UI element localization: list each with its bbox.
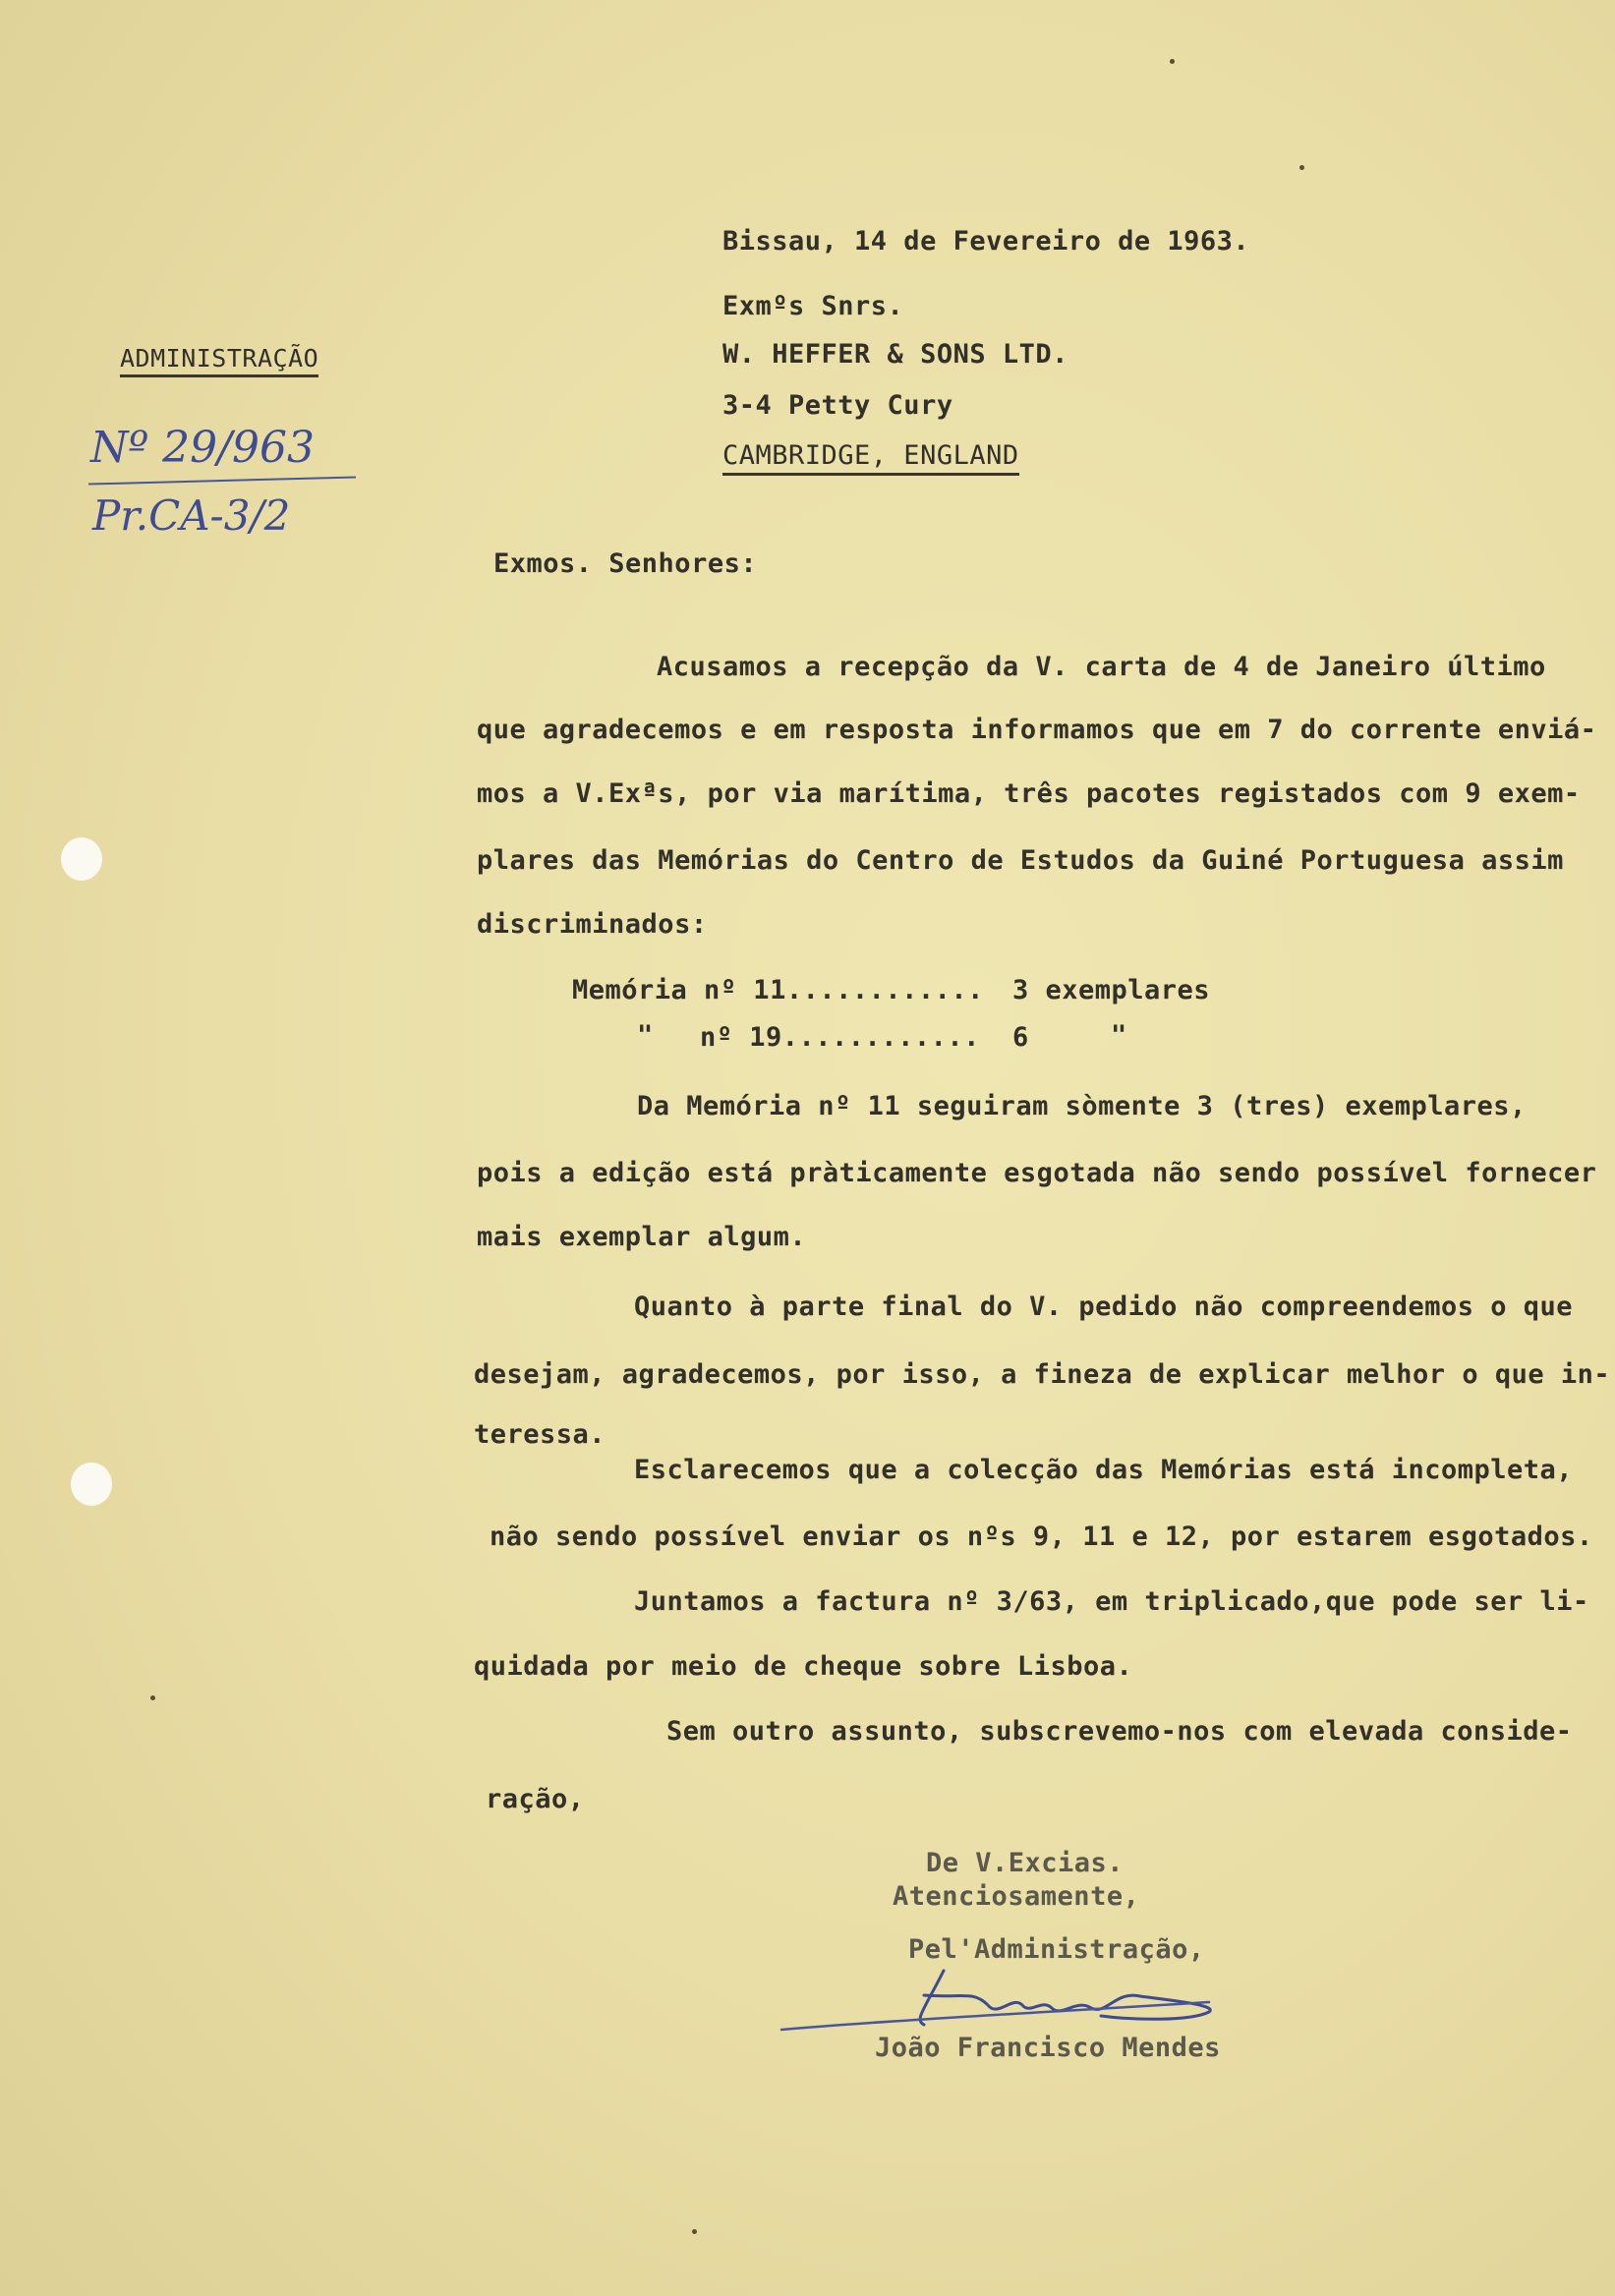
list-item-label: Memória nº 11............ <box>572 975 984 1005</box>
paper-speck <box>692 2229 697 2234</box>
body-line: ração, <box>486 1784 585 1814</box>
body-line: quidada por meio de cheque sobre Lisboa. <box>474 1651 1133 1682</box>
body-line: não sendo possível enviar os nºs 9, 11 e 12, por estarem esgotados. <box>490 1521 1593 1552</box>
closing-line: Atenciosamente, <box>893 1881 1140 1912</box>
paper-speck <box>1170 59 1175 64</box>
handwritten-process: Pr.CA-3/2 <box>92 491 291 540</box>
body-line: que agradecemos e em resposta informamos que em 7 do corrente enviá- <box>477 715 1597 745</box>
body-line: Da Memória nº 11 seguiram sòmente 3 (tres) exemplares, <box>637 1091 1527 1121</box>
body-line: Acusamos a recepção da V. carta de 4 de Janeiro último <box>657 652 1546 682</box>
place-date: Bissau, 14 de Fevereiro de 1963. <box>722 226 1250 257</box>
body-line: mos a V.Exªs, por via marítima, três pacotes registados com 9 exem- <box>477 778 1581 809</box>
body-line: discriminados: <box>477 909 708 940</box>
body-line: desejam, agradecemos, por isso, a fineza de explicar melhor o que in- <box>474 1359 1611 1390</box>
punch-hole-bottom <box>71 1463 112 1506</box>
list-item-label: nº 19............ <box>700 1022 980 1053</box>
ditto-mark: " <box>1111 1020 1127 1051</box>
body-line: Quanto à parte final do V. pedido não compreendemos o que <box>634 1292 1574 1322</box>
department-stamp: ADMINISTRAÇÃO <box>120 344 318 377</box>
recipient-company: W. HEFFER & SONS LTD. <box>722 339 1068 370</box>
closing-line: De V.Excias. <box>926 1848 1125 1878</box>
body-line: Esclarecemos que a colecção das Memórias está incompleta, <box>634 1455 1574 1485</box>
body-line: plares das Memórias do Centro de Estudos da Guiné Portuguesa assim <box>477 845 1564 876</box>
handwritten-ref-number: Nº 29/963 <box>90 423 315 473</box>
body-line: pois a edição está pràticamente esgotada não sendo possível fornecer <box>477 1158 1597 1188</box>
punch-hole-top <box>61 837 102 881</box>
body-line: Juntamos a factura nº 3/63, em triplicado,que pode ser li- <box>634 1586 1589 1617</box>
list-item-qty: 3 exemplares <box>1012 975 1211 1005</box>
greeting: Exmos. Senhores: <box>493 548 758 579</box>
signatory-name: João Francisco Mendes <box>875 2033 1221 2063</box>
recipient-city: CAMBRIDGE, ENGLAND <box>722 440 1019 476</box>
recipient-street: 3-4 Petty Cury <box>722 390 953 421</box>
paper-speck <box>150 1695 155 1700</box>
handwritten-rule <box>88 476 356 485</box>
closing-line: Pel'Administração, <box>908 1934 1205 1965</box>
ditto-mark: " <box>637 1020 654 1051</box>
body-line: mais exemplar algum. <box>477 1222 807 1252</box>
list-item-qty: 6 <box>1012 1022 1029 1053</box>
body-line: Sem outro assunto, subscrevemo-nos com elevada conside- <box>666 1716 1573 1747</box>
body-line: teressa. <box>474 1419 606 1450</box>
paper-speck <box>1299 165 1304 170</box>
salutation-short: Exmºs Snrs. <box>722 291 904 321</box>
